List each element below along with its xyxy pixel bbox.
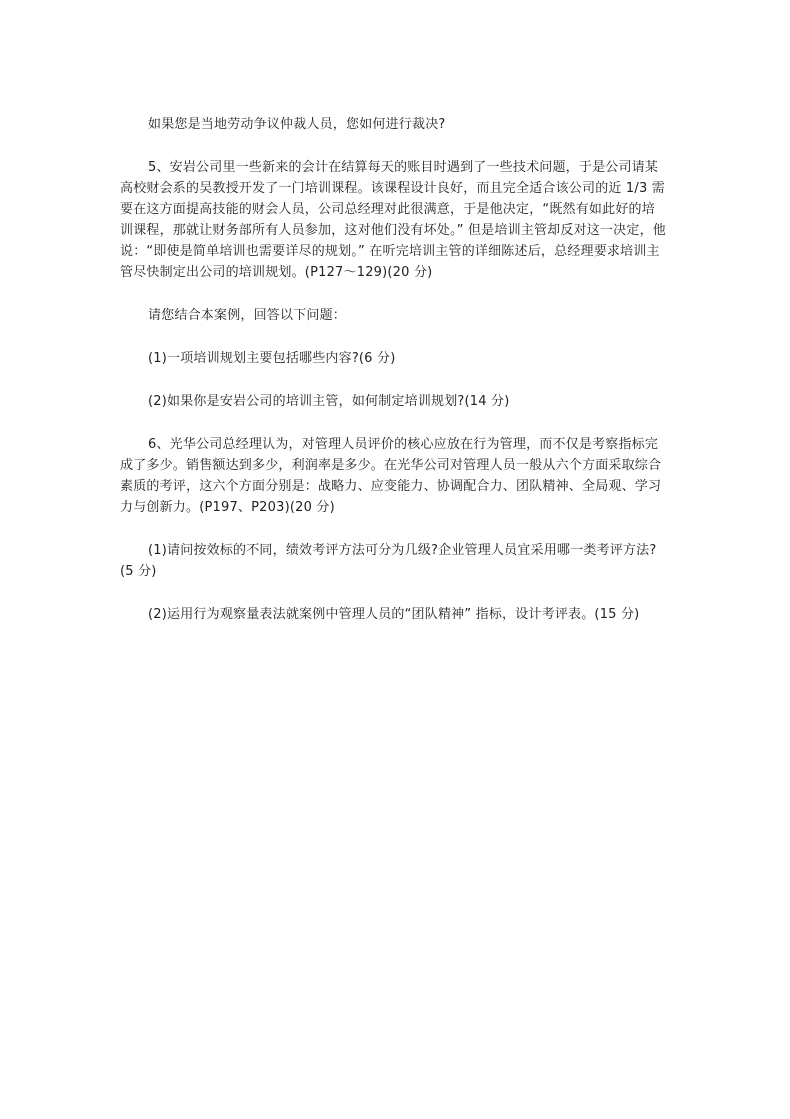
- instruction-paragraph: 请您结合本案例，回答以下问题：: [148, 308, 347, 323]
- case-6-paragraph: 6、光华公司总经理认为，对管理人员评价的核心应放在行为管理，而不仅是考察指标完成了多少。销售额达到多少，利润率是多少。在光华公司对管理人员一般从六个方面采取综合素质的考评，这六个方面分别是：战略力、应变能力、协调配合力、团队精神、全局观、学习力与创新力。(P197、P203)(20 分): [120, 437, 662, 515]
- question-2-paragraph: (2)如果你是安岩公司的培训主管，如何制定培训规划?(14 分): [148, 394, 510, 409]
- intro-question-paragraph: 如果您是当地劳动争议仲裁人员，您如何进行裁决?: [148, 117, 446, 132]
- question-4-paragraph: (2)运用行为观察量表法就案例中管理人员的“团队精神” 指标，设计考评表。(15 分): [148, 607, 640, 622]
- question-1-paragraph: (1)一项培训规划主要包括哪些内容?(6 分): [148, 351, 396, 366]
- document-page: [120, 114, 668, 625]
- case-5-paragraph: 5、安岩公司里一些新来的会计在结算每天的账目时遇到了一些技术问题，于是公司请某高校财会系的吴教授开发了一门培训课程。该课程设计良好，而且完全适合该公司的近 1/3 需要在这方面提高技能的财会人员，公司总经理对此很满意，于是他决定，“既然有如此好的培训课程，那就让财务部所有人员参加，这对他们没有坏处。” 但是培训主管却反对这一决定，他说：“即使是简单培训也需要详尽的规划。” 在听完培训主管的详细陈述后，总经理要求培训主管尽快制定出公司的培训规划。(P127～129)(20 分): [120, 160, 666, 280]
- question-3-paragraph: (1)请问按效标的不同，绩效考评方法可分为几级?企业管理人员宜采用哪一类考评方法?(5 分): [120, 543, 657, 579]
